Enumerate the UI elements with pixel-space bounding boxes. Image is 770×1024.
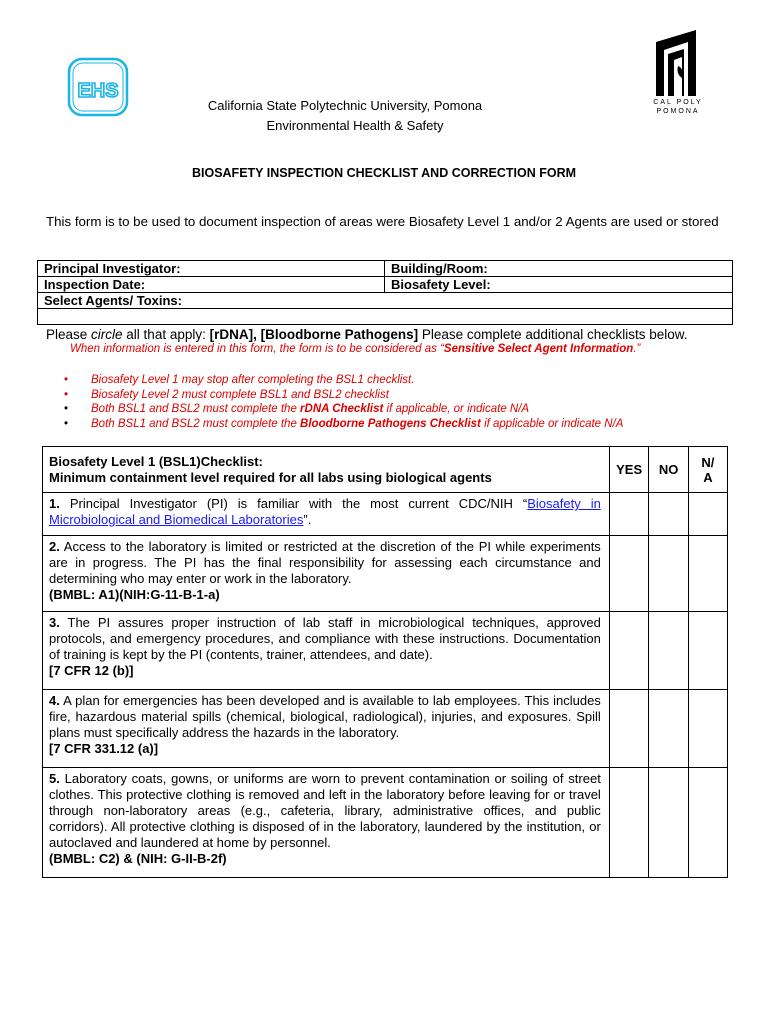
item-reference: (BMBL: C2) & (NIH: G-II-B-2f) — [49, 851, 227, 866]
bullet-dot-icon: • — [64, 403, 69, 415]
item-1-na-box[interactable] — [688, 493, 727, 536]
item-1-yes-box[interactable] — [609, 493, 649, 536]
item-number: 2. — [49, 539, 60, 554]
checklist-heading-line2: Minimum containment level required for all labs using biological agents — [49, 469, 492, 485]
table-row — [43, 493, 728, 536]
item-3-yes-box[interactable] — [609, 612, 649, 690]
info-table — [37, 260, 733, 325]
cal-poly-line2: POMONA — [656, 108, 700, 115]
instruction-bullets — [64, 373, 623, 431]
circle-suffix: Please complete additional checklists below. — [418, 327, 688, 342]
item-reference: [7 CFR 12 (b)] — [49, 663, 134, 678]
item-text: Laboratory coats, gowns, or uniforms are worn to prevent contamination or soiling of street clothes. This protective clothing is removed and left in the laboratory before leaving for or travel through non-laboratory areas (e.g., cafeteria, library, administrative offices, and public corridors). All protective clothing is disposed of in the laboratory, laundered by the institution, or autoclaved and laundered at home by personnel. — [49, 771, 601, 850]
sensitive-notice — [70, 343, 640, 355]
sensitive-prefix: When information is entered in this form, the form is to be considered as “ — [70, 343, 444, 355]
checklist-heading-line1: Biosafety Level 1 (BSL1)Checklist: — [49, 453, 263, 469]
item-text: A plan for emergencies has been developed and is available to lab employees. This includes fire, hazardous material spills (chemical, biological, radiological), injuries, and exposures. Spill plans must specifically address the hazards in the laboratory. — [49, 693, 601, 740]
bullet-text: Both BSL1 and BSL2 must complete the — [91, 403, 301, 415]
bullet-item — [64, 417, 623, 432]
checklist-heading — [43, 447, 610, 493]
item-5-no-box[interactable] — [649, 768, 688, 878]
circle-middle: all that apply: — [122, 327, 210, 342]
table-row — [43, 690, 728, 768]
item-5-na-box[interactable] — [688, 768, 727, 878]
item-text: Principal Investigator (PI) is familiar with the most current CDC/NIH “ — [59, 496, 528, 511]
inspection-date-field[interactable]: Inspection Date: — [38, 277, 385, 293]
circle-prefix: Please — [46, 327, 92, 342]
item-1-no-box[interactable] — [649, 493, 688, 536]
bullet-bold: rDNA Checklist — [300, 403, 384, 415]
item-reference: [7 CFR 331.12 (a)] — [49, 741, 159, 756]
item-number: 5. — [49, 771, 60, 786]
circle-instruction — [46, 327, 688, 342]
item-reference: (BMBL: A1)(NIH:G-11-B-1-a) — [49, 587, 220, 602]
bullet-item — [64, 373, 623, 388]
checklist-item-2 — [43, 536, 610, 612]
bullet-item — [64, 402, 623, 417]
bullet-dot-icon: • — [64, 374, 69, 386]
col-no-header: NO — [649, 447, 688, 493]
circle-options[interactable]: [rDNA], [Bloodborne Pathogens] — [209, 327, 419, 342]
bullet-text: Biosafety Level 2 must complete BSL1 and BSL2 checklist — [91, 388, 389, 401]
item-2-na-box[interactable] — [688, 536, 727, 612]
bullet-item — [64, 388, 623, 403]
checklist-item-4 — [43, 690, 610, 768]
item-4-yes-box[interactable] — [609, 690, 649, 768]
item-3-no-box[interactable] — [649, 612, 688, 690]
col-na-header: N/ A — [688, 447, 727, 493]
item-5-yes-box[interactable] — [609, 768, 649, 878]
circle-word: circle — [91, 327, 123, 342]
item-text: Access to the laboratory is limited or restricted at the discretion of the PI while experiments are in progress. The PI has the final responsibility for assessing each circumstance and determining who may enter or work in the laboratory. — [49, 539, 601, 586]
form-title: BIOSAFETY INSPECTION CHECKLIST AND CORRECTION FORM — [191, 166, 577, 180]
checklist-item-3 — [43, 612, 610, 690]
table-row — [43, 536, 728, 612]
sensitive-suffix: .” — [633, 343, 641, 355]
checklist-item-1 — [43, 493, 610, 536]
bullet-text: Biosafety Level 1 may stop after completing the BSL1 checklist. — [91, 374, 415, 386]
bullet-dot-icon: • — [64, 388, 69, 401]
bullet-dot-icon: • — [64, 417, 69, 430]
bullet-bold: Bloodborne Pathogens Checklist — [300, 417, 481, 430]
svg-text:EHS: EHS — [77, 80, 119, 102]
university-name: California State Polytechnic University, Pomona — [207, 98, 483, 113]
bullet-text: if applicable, or indicate N/A — [383, 403, 530, 415]
intro-text: This form is to be used to document inspection of areas were Biosafety Level 1 and/or 2 Agents are used or stored — [46, 214, 719, 229]
biosafety-level-field[interactable]: Biosafety Level: — [385, 277, 733, 293]
table-row — [43, 768, 728, 878]
blank-row[interactable] — [38, 309, 733, 325]
department-name: Environmental Health & Safety — [266, 118, 444, 133]
item-3-na-box[interactable] — [688, 612, 727, 690]
pi-field[interactable]: Principal Investigator: — [38, 261, 385, 277]
item-number: 3. — [49, 615, 60, 630]
item-number: 1. — [49, 496, 60, 511]
item-4-na-box[interactable] — [688, 690, 727, 768]
item-text-after: ”. — [303, 512, 312, 527]
cal-poly-line1: CAL POLY — [653, 99, 703, 106]
item-text: The PI assures proper instruction of lab staff in microbiological techniques, approved protocols, and emergency procedures, and compliance with these instructions. Documentation of training is kept by the PI (contents, trainer, attendees, and date). — [49, 615, 601, 662]
bsl1-checklist-table — [42, 446, 728, 878]
bullet-text: if applicable or indicate N/A — [480, 417, 624, 430]
item-2-yes-box[interactable] — [609, 536, 649, 612]
item-4-no-box[interactable] — [649, 690, 688, 768]
bullet-text: Both BSL1 and BSL2 must complete the — [91, 417, 301, 430]
item-number: 4. — [49, 693, 60, 708]
cal-poly-logo — [652, 30, 700, 96]
table-row — [43, 612, 728, 690]
col-yes-header: YES — [609, 447, 649, 493]
item-2-no-box[interactable] — [649, 536, 688, 612]
building-room-field[interactable]: Building/Room: — [385, 261, 733, 277]
bmbl-link[interactable]: Biosafety in Microbiological and Biomedical Laboratories — [49, 496, 601, 527]
checklist-item-5 — [43, 768, 610, 878]
select-agents-field[interactable]: Select Agents/ Toxins: — [38, 293, 733, 309]
sensitive-bold: Sensitive Select Agent Information — [443, 343, 634, 355]
